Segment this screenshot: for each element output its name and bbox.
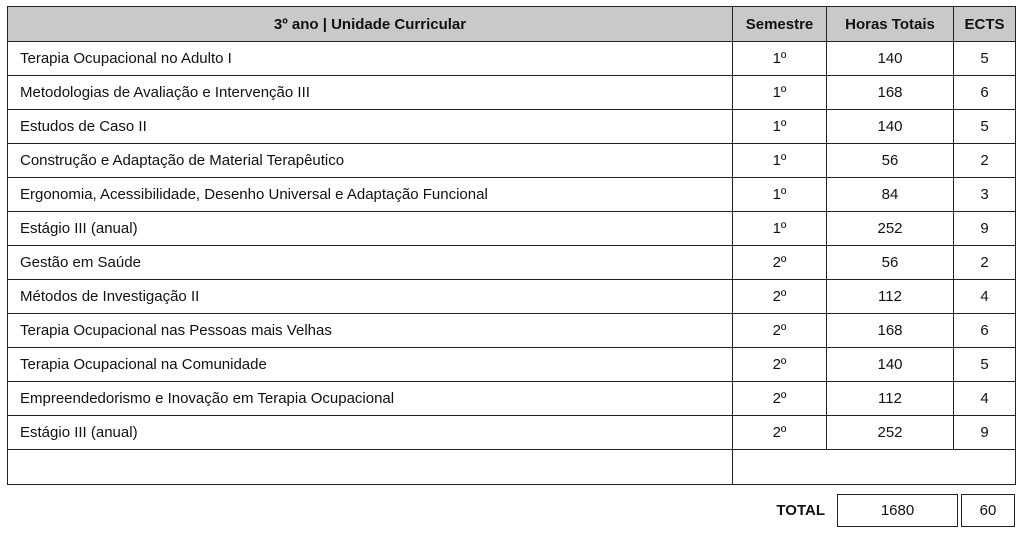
course-semester: 1º [733,110,827,144]
course-semester: 2º [733,382,827,416]
course-hours: 140 [827,348,954,382]
table-row [8,314,1016,348]
header-course: 3º ano | Unidade Curricular [8,7,733,42]
course-hours: 168 [827,314,954,348]
course-semester: 2º [733,280,827,314]
curriculum-table [7,6,1016,485]
course-semester: 1º [733,178,827,212]
course-hours: 56 [827,144,954,178]
total-label: TOTAL [776,502,825,519]
course-hours: 112 [827,280,954,314]
course-name: Estágio III (anual) [8,416,733,450]
course-hours: 168 [827,76,954,110]
course-semester: 1º [733,144,827,178]
table-header-row [8,7,1016,42]
course-ects: 5 [954,110,1016,144]
table-row [8,144,1016,178]
course-name: Estágio III (anual) [8,212,733,246]
course-ects: 9 [954,416,1016,450]
header-ects: ECTS [954,7,1016,42]
table-row [8,110,1016,144]
course-name: Terapia Ocupacional no Adulto I [8,42,733,76]
course-semester: 2º [733,314,827,348]
course-ects: 5 [954,348,1016,382]
course-name: Métodos de Investigação II [8,280,733,314]
table-row [8,382,1016,416]
header-semester: Semestre [733,7,827,42]
course-hours: 84 [827,178,954,212]
total-ects: 60 [961,494,1015,527]
course-semester: 2º [733,416,827,450]
total-hours: 1680 [837,494,958,527]
course-ects: 6 [954,76,1016,110]
table-row [8,246,1016,280]
table-row [8,348,1016,382]
course-semester: 1º [733,42,827,76]
total-row [7,494,1015,527]
course-hours: 140 [827,42,954,76]
table-row-empty [8,450,1016,485]
table-row [8,212,1016,246]
course-name: Construção e Adaptação de Material Terapêutico [8,144,733,178]
course-name: Ergonomia, Acessibilidade, Desenho Universal e Adaptação Funcional [8,178,733,212]
course-ects: 2 [954,246,1016,280]
table-row [8,42,1016,76]
course-ects: 4 [954,382,1016,416]
table-row [8,76,1016,110]
course-semester: 1º [733,76,827,110]
course-hours: 56 [827,246,954,280]
course-ects: 3 [954,178,1016,212]
course-hours: 112 [827,382,954,416]
table-row [8,416,1016,450]
course-hours: 140 [827,110,954,144]
course-name: Terapia Ocupacional na Comunidade [8,348,733,382]
course-name: Gestão em Saúde [8,246,733,280]
course-ects: 4 [954,280,1016,314]
course-semester: 2º [733,348,827,382]
course-ects: 6 [954,314,1016,348]
course-name: Empreendedorismo e Inovação em Terapia Ocupacional [8,382,733,416]
course-semester: 1º [733,212,827,246]
course-name: Terapia Ocupacional nas Pessoas mais Velhas [8,314,733,348]
course-ects: 9 [954,212,1016,246]
course-ects: 2 [954,144,1016,178]
course-ects: 5 [954,42,1016,76]
course-name: Estudos de Caso II [8,110,733,144]
header-hours: Horas Totais [827,7,954,42]
course-name: Metodologias de Avaliação e Intervenção III [8,76,733,110]
empty-cell [8,450,733,485]
table-row [8,280,1016,314]
empty-cell [733,450,1016,485]
curriculum-table-wrapper [7,6,1016,485]
course-semester: 2º [733,246,827,280]
course-hours: 252 [827,416,954,450]
course-hours: 252 [827,212,954,246]
table-row [8,178,1016,212]
